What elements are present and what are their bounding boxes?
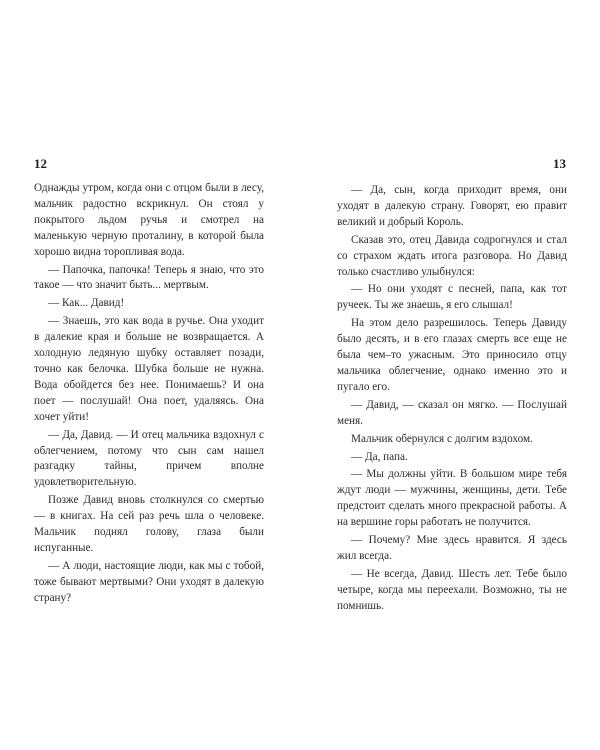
paragraph: — А люди, настоящие люди, как мы с тобой, тоже бывают мертвыми? Они уходят в далекую страну? <box>34 559 264 604</box>
page-number-right: 13 <box>553 156 566 171</box>
paragraph: Мальчик обернулся с долгим вздохом. <box>351 432 533 445</box>
paragraph: — Мы должны уйти. В большом мире тебя ждут люди — мужчины, женщины, дети. Тебе предстоит сделать много прекрасной работы. А на вершине горы работать не получится. <box>337 468 567 529</box>
paragraph: — Давид, — сказал он мягко. — Послушай меня. <box>337 398 567 427</box>
paragraph: — Не всегда, Давид. Шесть лет. Тебе было четыре, когда мы переехали. Возможно, ты не помнишь. <box>337 567 567 612</box>
paragraph: — Да, Давид. — И отец мальчика вздохнул с облегчением, потому что сын сам нашел разгадку тайны, причем вполне удовлетворительную. <box>34 428 264 489</box>
left-page-text <box>34 181 264 607</box>
paragraph: Сказав это, отец Давида содрогнулся и стал со страхом ждать итога разговора. Но Давид только счастливо улыбнулся: <box>337 233 567 278</box>
paragraph: На этом дело разрешилось. Теперь Давиду было десять, и в его глазах смерть все еще не была чем–то ужасным. Это приносило отцу мальчика облегчение, однако именно это и пугало его. <box>337 317 567 393</box>
paragraph: — Папочка, папочка! Теперь я знаю, что это такое — что значит быть... мертвым. <box>34 263 264 292</box>
paragraph: — Знаешь, это как вода в ручье. Она уходит в далекие края и больше не возвращается. А холодную ледяную шубку оставляет позади, точно как белочка. Шубка больше не нужна. Вода обойдется без нее. Понимаешь? И она поет — послушай! Она поет, удаляясь. Она хочет уйти! <box>34 315 264 423</box>
paragraph: — Но они уходят с песней, папа, как тот ручеек. Ты же знаешь, я его слышал! <box>337 283 567 312</box>
page-number-left: 12 <box>34 156 47 171</box>
right-page-text <box>337 183 567 615</box>
paragraph: — Да, сын, когда приходит время, они уходят в далекую страну. Говорят, ею правит великий и добрый Король. <box>337 184 567 228</box>
paragraph: — Почему? Мне здесь нравится. Я здесь жил всегда. <box>337 534 567 562</box>
right-page <box>300 0 600 750</box>
paragraph: Позже Давид вновь столкнулся со смертью — в книгах. На сей раз речь шла о человеке. Мальчик поднял голову, глаза были испуганные. <box>34 494 264 554</box>
paragraph: — Да, папа. <box>351 450 408 463</box>
paragraph: Однажды утром, когда они с отцом были в лесу, мальчик радостно вскрикнул. Он стоял у покрытого льдом ручья и смотрел на маленькую черную проталину, в которой была хорошо видна торопливая вода. <box>34 182 264 258</box>
paragraph: — Как... Давид! <box>48 297 125 310</box>
